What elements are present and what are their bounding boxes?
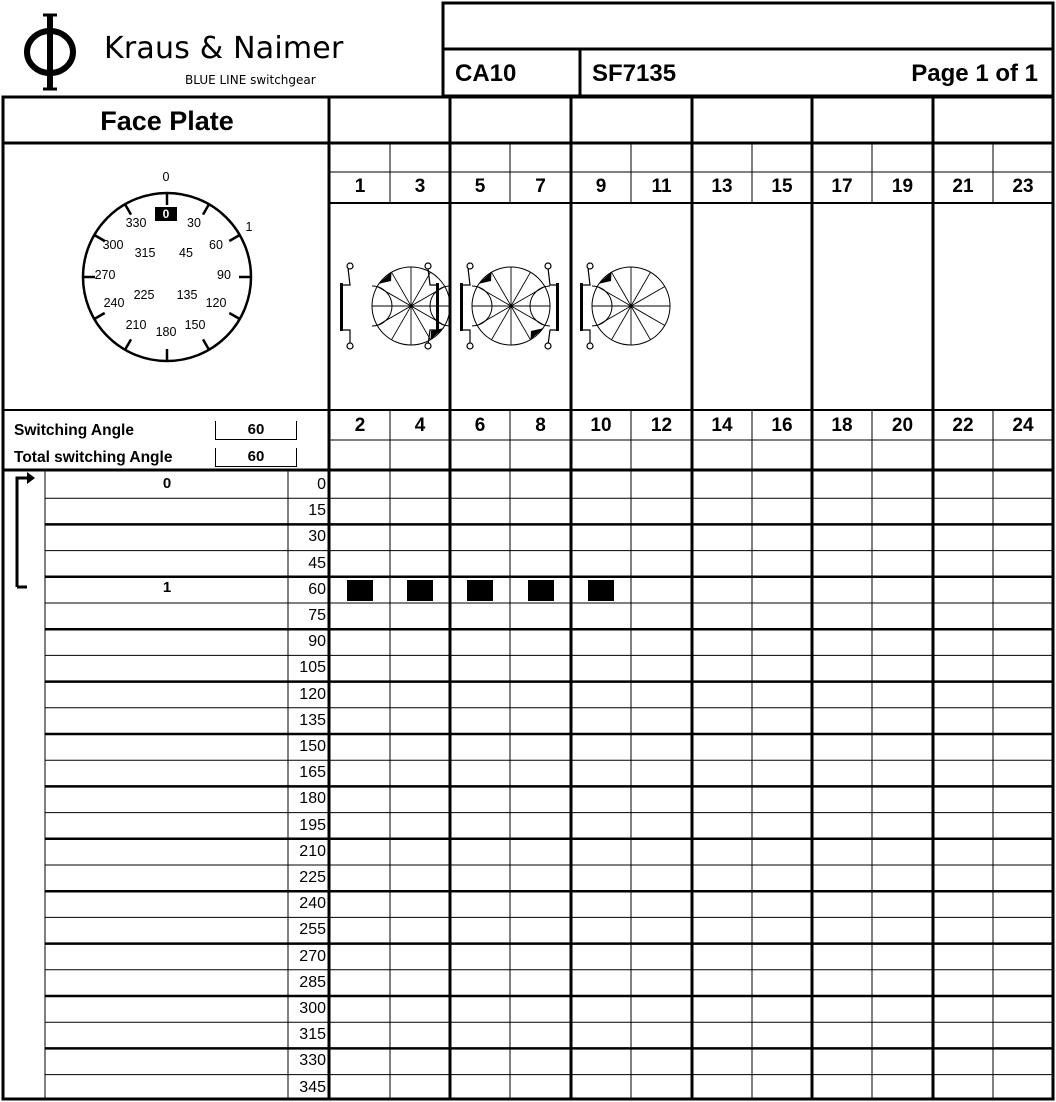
program-code: SF7135: [592, 60, 677, 87]
terminal-23: 23: [1012, 176, 1034, 197]
angle-row-330: 330: [299, 1052, 326, 1070]
terminal-1: 1: [354, 176, 366, 197]
position-label-0: 0: [162, 475, 172, 492]
terminal-17: 17: [831, 176, 853, 197]
dial-label-120: 120: [205, 296, 227, 310]
terminal-8: 8: [535, 415, 546, 436]
terminal-12: 12: [650, 415, 673, 436]
dial-label-210: 210: [125, 318, 147, 332]
angle-row-105: 105: [299, 659, 326, 677]
angle-row-150: 150: [299, 738, 326, 755]
angle-row-15: 15: [308, 502, 326, 520]
terminal-2: 2: [354, 415, 366, 436]
angle-row-255: 255: [299, 921, 326, 939]
total-switching-angle-label: Total switching Angle: [14, 449, 173, 466]
angle-row-210: 210: [299, 842, 326, 860]
angle-row-270: 270: [299, 947, 326, 965]
face-plate-title: Face Plate: [100, 106, 234, 136]
angle-row-195: 195: [299, 816, 326, 834]
angle-row-135: 135: [299, 711, 326, 729]
terminal-16: 16: [771, 415, 793, 436]
dial-label-45: 45: [179, 246, 193, 260]
angle-row-60: 60: [308, 580, 326, 598]
dial-position-0-box: 0: [155, 207, 177, 221]
angle-row-180: 180: [299, 790, 326, 808]
angle-row-240: 240: [299, 895, 326, 913]
terminal-18: 18: [831, 415, 853, 436]
angle-row-30: 30: [308, 528, 326, 546]
terminal-7: 7: [535, 176, 546, 197]
terminal-11: 11: [651, 176, 672, 197]
terminal-21: 21: [952, 176, 974, 197]
angle-row-90: 90: [308, 633, 326, 651]
dial-label-1: 1: [245, 220, 253, 234]
angle-row-300: 300: [299, 1000, 326, 1017]
terminal-22: 22: [952, 415, 974, 436]
terminal-14: 14: [711, 415, 733, 436]
dial-label-90: 90: [217, 268, 231, 282]
dial-label-270: 270: [94, 268, 116, 282]
angle-row-0: 0: [317, 476, 326, 493]
series-code: CA10: [455, 60, 517, 87]
terminal-3: 3: [414, 176, 426, 197]
dial-label-180: 180: [155, 325, 177, 339]
switching-angle-label: Switching Angle: [14, 422, 134, 439]
terminal-9: 9: [595, 176, 607, 197]
angle-row-120: 120: [299, 685, 326, 703]
terminal-19: 19: [891, 176, 914, 197]
terminal-10: 10: [590, 415, 612, 436]
dial-label-30: 30: [187, 216, 201, 230]
terminal-6: 6: [474, 415, 486, 436]
terminal-24: 24: [1012, 415, 1034, 436]
brand-tagline: BLUE LINE switchgear: [185, 73, 316, 87]
angle-row-75: 75: [308, 607, 326, 624]
dial-label-300: 300: [102, 238, 124, 252]
terminal-20: 20: [891, 415, 914, 436]
angle-row-165: 165: [299, 764, 326, 782]
dial-label-315: 315: [134, 246, 156, 260]
dial-label-0-top: 0: [162, 170, 170, 184]
terminal-4: 4: [414, 415, 426, 436]
dial-label-225: 225: [133, 288, 155, 302]
angle-row-285: 285: [299, 973, 326, 991]
dial-label-330: 330: [125, 216, 147, 230]
brand-name: Kraus & Naimer: [104, 31, 344, 66]
switching-angle-value: 60: [215, 421, 297, 440]
page-indicator: Page 1 of 1: [911, 60, 1038, 87]
dial-label-60: 60: [209, 238, 223, 252]
angle-row-315: 315: [299, 1026, 326, 1044]
position-label-1: 1: [162, 579, 172, 596]
angle-row-345: 345: [299, 1078, 326, 1096]
terminal-13: 13: [711, 176, 733, 197]
terminal-5: 5: [474, 176, 486, 197]
total-switching-angle-value: 60: [215, 448, 297, 467]
dial-label-150: 150: [184, 318, 206, 332]
terminal-15: 15: [771, 176, 793, 197]
dial-label-135: 135: [176, 288, 198, 302]
angle-row-225: 225: [299, 869, 326, 886]
dial-label-240: 240: [103, 296, 125, 310]
position-range-bracket: [17, 472, 35, 587]
angle-row-45: 45: [308, 554, 326, 572]
